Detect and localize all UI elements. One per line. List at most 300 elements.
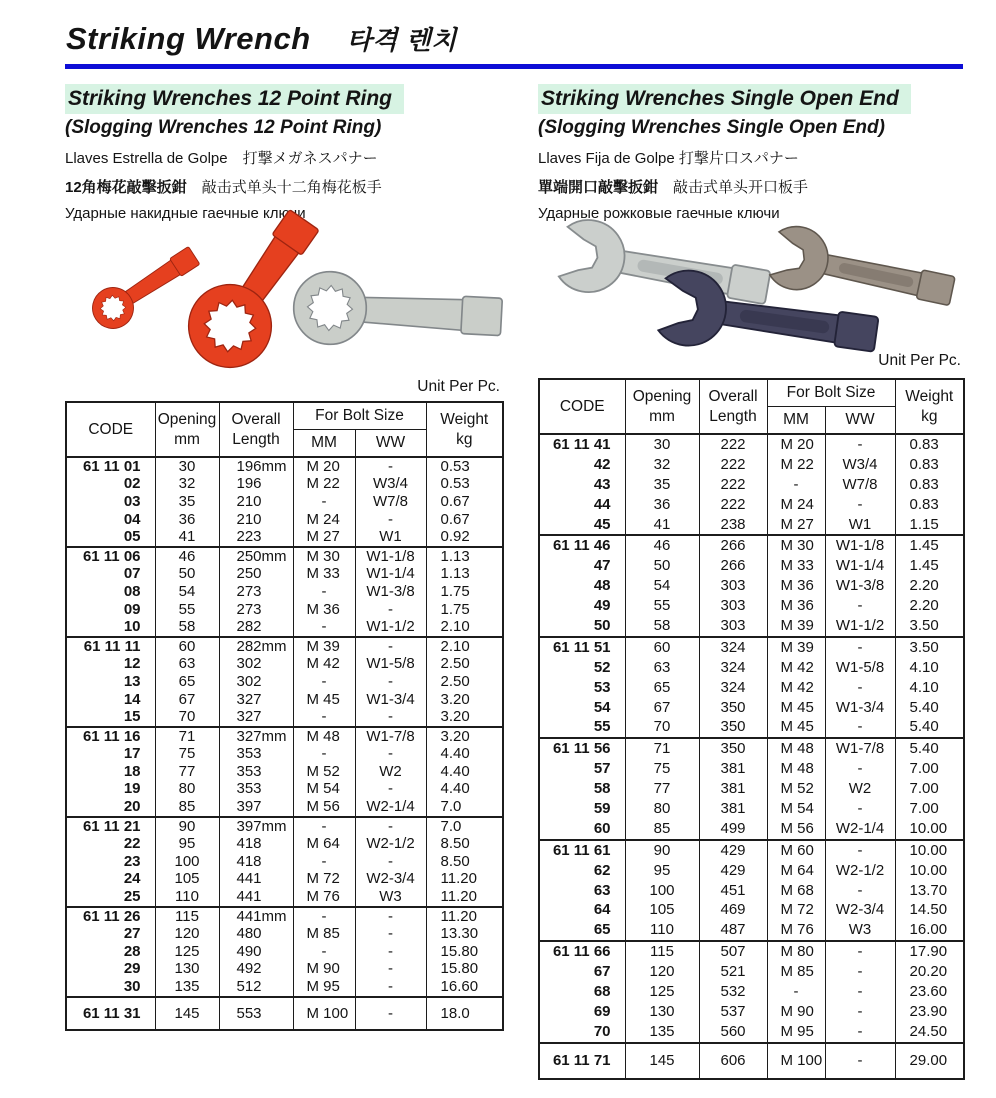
table-cell: 20.20 [895, 962, 964, 982]
table-cell: 4.40 [426, 746, 503, 764]
table-cell: W3 [355, 888, 426, 907]
table-cell: 238 [699, 515, 767, 536]
table-cell: M 42 [767, 658, 825, 678]
table-row [539, 799, 964, 819]
table-cell: - [355, 511, 426, 529]
table-group [539, 637, 964, 738]
table-cell: 512 [219, 978, 293, 997]
russian-line: Ударные накидные гаечные ключи [65, 205, 306, 222]
table-cell: 36 [155, 511, 219, 529]
table-cell: W1-3/8 [355, 583, 426, 601]
table-cell: 16.00 [895, 920, 964, 941]
table-cell: 135 [155, 978, 219, 997]
unit-per-pc-label: Unit Per Pc. [878, 352, 961, 369]
table-cell: 223 [219, 528, 293, 547]
table-cell: 4.10 [895, 658, 964, 678]
table-cell: 324 [699, 658, 767, 678]
table-row [66, 637, 503, 656]
table-cell: W3/4 [355, 476, 426, 494]
table-cell: 19 [66, 781, 155, 799]
table-cell: 100 [155, 853, 219, 871]
header-ww: WW [355, 430, 426, 458]
table-cell: 11.20 [426, 871, 503, 889]
table-header [66, 402, 503, 457]
table-row [66, 978, 503, 997]
table-cell: 69 [539, 1002, 625, 1022]
table-cell: W1 [825, 515, 895, 536]
table-cell: 61 11 26 [66, 907, 155, 926]
table-cell: 55 [539, 717, 625, 738]
table-row [66, 763, 503, 781]
table-cell: 327 [219, 708, 293, 727]
table-cell: 429 [699, 861, 767, 881]
table-cell: - [825, 434, 895, 455]
table-cell: M 30 [293, 547, 355, 566]
table-cell: 28 [66, 943, 155, 961]
header-bolt-size: For Bolt Size [767, 379, 895, 407]
table-cell: 61 11 21 [66, 817, 155, 836]
table-cell: - [293, 493, 355, 511]
table-cell: 60 [625, 637, 699, 658]
table-row [66, 457, 503, 476]
table-cell: M 24 [767, 495, 825, 515]
table-row [66, 798, 503, 817]
table-cell: W1-5/8 [825, 658, 895, 678]
table-cell: M 33 [767, 556, 825, 576]
table-cell: 350 [699, 738, 767, 759]
table-cell: W1-1/2 [825, 616, 895, 637]
table-cell: 60 [539, 819, 625, 840]
table-cell: 32 [155, 476, 219, 494]
table-cell: W2-1/4 [825, 819, 895, 840]
table-cell: 85 [155, 798, 219, 817]
table-cell: 03 [66, 493, 155, 511]
spanish-japanese-line: Llaves Fija de Golpe 打撃片口スパナー [538, 150, 799, 167]
table-row [66, 547, 503, 566]
table-cell: 50 [155, 566, 219, 584]
header-mm: MM [293, 430, 355, 458]
table-cell: 130 [155, 961, 219, 979]
header-overall-length: Overall Length [699, 379, 767, 434]
table-row [539, 738, 964, 759]
table-cell: 60 [155, 637, 219, 656]
table-cell: W1-7/8 [825, 738, 895, 759]
table-cell: 95 [155, 835, 219, 853]
table-cell: M 90 [767, 1002, 825, 1022]
table-cell: - [293, 673, 355, 691]
table-cell: 61 11 56 [539, 738, 625, 759]
table-cell: 80 [625, 799, 699, 819]
table-cell: 350 [699, 698, 767, 718]
table-12-point-ring [65, 401, 504, 1031]
table-cell: 2.10 [426, 618, 503, 637]
table-cell: M 76 [293, 888, 355, 907]
table-cell: 196mm [219, 457, 293, 476]
table-cell: 303 [699, 576, 767, 596]
table-cell: 451 [699, 881, 767, 901]
table-cell: 303 [699, 616, 767, 637]
table-cell: 105 [155, 871, 219, 889]
table-cell: 480 [219, 925, 293, 943]
table-cell: 350 [699, 717, 767, 738]
table-cell: 2.50 [426, 673, 503, 691]
table-cell: 115 [155, 907, 219, 926]
table-cell: 8.50 [426, 835, 503, 853]
table-cell: 4.40 [426, 781, 503, 799]
table-row [539, 616, 964, 637]
table-cell: 507 [699, 941, 767, 962]
table-cell: 1.75 [426, 583, 503, 601]
table-cell: 5.40 [895, 717, 964, 738]
table-cell: 100 [625, 881, 699, 901]
table-cell: 61 11 16 [66, 727, 155, 746]
table-cell: - [825, 717, 895, 738]
table-cell: 8.50 [426, 853, 503, 871]
table-cell: 24.50 [895, 1022, 964, 1043]
table-group [539, 434, 964, 535]
table-cell: - [355, 457, 426, 476]
table-cell: 7.0 [426, 817, 503, 836]
table-cell: - [825, 982, 895, 1002]
table-cell: - [355, 961, 426, 979]
table-cell: 7.00 [895, 799, 964, 819]
table-cell: M 48 [767, 738, 825, 759]
table-cell: 0.83 [895, 455, 964, 475]
table-row [539, 556, 964, 576]
table-cell: 63 [539, 881, 625, 901]
table-cell: W1-1/8 [355, 547, 426, 566]
table-cell: 1.13 [426, 566, 503, 584]
table-cell: 75 [625, 759, 699, 779]
table-group [66, 997, 503, 1031]
section-subtitle: (Slogging Wrenches Single Open End) [538, 117, 885, 138]
table-cell: 353 [219, 763, 293, 781]
table-cell: W3/4 [825, 455, 895, 475]
table-cell: 222 [699, 434, 767, 455]
table-cell: 64 [539, 900, 625, 920]
table-row [66, 493, 503, 511]
table-cell: W1-3/4 [825, 698, 895, 718]
table-cell: 135 [625, 1022, 699, 1043]
table-cell: 70 [625, 717, 699, 738]
table-cell: 381 [699, 799, 767, 819]
table-cell: 110 [155, 888, 219, 907]
table-cell: W2-1/4 [355, 798, 426, 817]
table-cell: 441 [219, 888, 293, 907]
table-cell: M 42 [767, 678, 825, 698]
table-cell: 441 [219, 871, 293, 889]
table-cell: 80 [155, 781, 219, 799]
table-cell: 50 [625, 556, 699, 576]
table-cell: 30 [625, 434, 699, 455]
table-cell: W1-3/8 [825, 576, 895, 596]
table-cell: 1.45 [895, 556, 964, 576]
table-cell: 282 [219, 618, 293, 637]
table-cell: 0.92 [426, 528, 503, 547]
table-cell: 13.70 [895, 881, 964, 901]
table-cell: 70 [155, 708, 219, 727]
table-cell: 0.83 [895, 495, 964, 515]
table-cell: M 64 [293, 835, 355, 853]
table-cell: 521 [699, 962, 767, 982]
table-cell: 61 11 01 [66, 457, 155, 476]
table-cell: W1 [355, 528, 426, 547]
table-cell: 30 [66, 978, 155, 997]
table-cell: 54 [625, 576, 699, 596]
table-cell: - [825, 799, 895, 819]
table-cell: M 39 [767, 637, 825, 658]
product-photo-open-end-wrenches [538, 224, 963, 350]
table-cell: M 45 [293, 691, 355, 709]
table-row [66, 601, 503, 619]
header-mm: MM [767, 407, 825, 435]
table-group [539, 941, 964, 1042]
table-cell: 77 [155, 763, 219, 781]
chinese-line [538, 176, 963, 197]
table-cell: 210 [219, 511, 293, 529]
table-cell: 606 [699, 1043, 767, 1079]
table-cell: 553 [219, 997, 293, 1031]
table-cell: - [355, 925, 426, 943]
table-cell: 44 [539, 495, 625, 515]
table-cell: 53 [539, 678, 625, 698]
table-cell: 45 [539, 515, 625, 536]
table-cell: M 22 [293, 476, 355, 494]
table-row [539, 1043, 964, 1079]
table-cell: 353 [219, 746, 293, 764]
table-cell: 145 [625, 1043, 699, 1079]
table-cell: 58 [625, 616, 699, 637]
red-ring-striking-wrench-small [85, 238, 206, 336]
table-cell: 11.20 [426, 907, 503, 926]
table-cell: 61 11 66 [539, 941, 625, 962]
table-cell: W2-1/2 [355, 835, 426, 853]
table-cell: W1-1/8 [825, 535, 895, 556]
header-code: CODE [539, 379, 625, 434]
table-cell: M 36 [767, 596, 825, 616]
table-row [539, 475, 964, 495]
table-cell: W7/8 [825, 475, 895, 495]
table-cell: 1.75 [426, 601, 503, 619]
table-cell: 61 11 31 [66, 997, 155, 1031]
table-row [539, 596, 964, 616]
table-cell: - [355, 781, 426, 799]
table-cell: 381 [699, 779, 767, 799]
table-cell: 418 [219, 835, 293, 853]
table-cell: - [355, 907, 426, 926]
table-cell: 35 [155, 493, 219, 511]
table-cell: 7.00 [895, 779, 964, 799]
table-row [539, 698, 964, 718]
table-cell: 12 [66, 656, 155, 674]
table-cell: 115 [625, 941, 699, 962]
table-cell: 65 [539, 920, 625, 941]
table-cell: 20 [66, 798, 155, 817]
table-cell: 54 [155, 583, 219, 601]
table-cell: 0.53 [426, 476, 503, 494]
table-cell: 61 11 46 [539, 535, 625, 556]
table-row [539, 962, 964, 982]
table-cell: 35 [625, 475, 699, 495]
table-cell: - [825, 962, 895, 982]
table-cell: - [825, 1002, 895, 1022]
table-cell: 10.00 [895, 819, 964, 840]
table-cell: - [825, 941, 895, 962]
table-cell: 130 [625, 1002, 699, 1022]
table-cell: - [825, 637, 895, 658]
table-cell: 46 [155, 547, 219, 566]
table-cell: 41 [155, 528, 219, 547]
table-cell: W1-1/2 [355, 618, 426, 637]
table-cell: 429 [699, 840, 767, 861]
table-cell: 490 [219, 943, 293, 961]
steel-ring-striking-wrench [292, 270, 503, 353]
table-cell: M 64 [767, 861, 825, 881]
table-cell: M 56 [293, 798, 355, 817]
table-cell: 52 [539, 658, 625, 678]
table-cell: - [825, 495, 895, 515]
table-cell: 13.30 [426, 925, 503, 943]
table-cell: M 72 [293, 871, 355, 889]
table-cell: 90 [625, 840, 699, 861]
table-cell: 61 11 51 [539, 637, 625, 658]
table-cell: 250 [219, 566, 293, 584]
table-cell: - [355, 943, 426, 961]
table-cell: 120 [625, 962, 699, 982]
table-cell: M 27 [767, 515, 825, 536]
table-cell: 58 [155, 618, 219, 637]
table-group [539, 535, 964, 636]
chinese-traditional: 12角梅花敲擊扳鉗 [65, 179, 187, 196]
table-cell: - [825, 678, 895, 698]
table-row [66, 511, 503, 529]
table-cell: 222 [699, 495, 767, 515]
table-cell: 441mm [219, 907, 293, 926]
table-cell: 18.0 [426, 997, 503, 1031]
table-cell: M 90 [293, 961, 355, 979]
table-row [66, 727, 503, 746]
table-cell: 250mm [219, 547, 293, 566]
table-cell: 85 [625, 819, 699, 840]
table-header [539, 379, 964, 434]
table-cell: M 80 [767, 941, 825, 962]
table-cell: 120 [155, 925, 219, 943]
table-row [66, 656, 503, 674]
table-cell: 5.40 [895, 738, 964, 759]
table-row [66, 997, 503, 1031]
header-overall-length: Overall Length [219, 402, 293, 457]
table-cell: 22 [66, 835, 155, 853]
table-cell: 5.40 [895, 698, 964, 718]
table-cell: W1-5/8 [355, 656, 426, 674]
table-cell: M 36 [767, 576, 825, 596]
russian-line: Ударные рожковые гаечные ключи [538, 205, 780, 222]
table-cell: - [293, 817, 355, 836]
table-cell: - [825, 881, 895, 901]
table-cell: W2-1/2 [825, 861, 895, 881]
table-row [539, 576, 964, 596]
table-cell: 02 [66, 476, 155, 494]
page-title-korean: 타격 렌치 [346, 25, 457, 55]
table-row [66, 888, 503, 907]
table-row [66, 566, 503, 584]
table-cell: 7.0 [426, 798, 503, 817]
table-cell: 15.80 [426, 943, 503, 961]
table-cell: - [355, 817, 426, 836]
table-cell: M 85 [293, 925, 355, 943]
table-cell: - [825, 840, 895, 861]
table-cell: 71 [625, 738, 699, 759]
table-cell: W1-3/4 [355, 691, 426, 709]
table-cell: M 20 [293, 457, 355, 476]
table-cell: M 45 [767, 698, 825, 718]
table-cell: 324 [699, 637, 767, 658]
page-title-en: Striking Wrench [66, 21, 311, 56]
table-cell: M 27 [293, 528, 355, 547]
table-cell: 47 [539, 556, 625, 576]
table-cell: M 39 [293, 637, 355, 656]
header-weight: Weight kg [895, 379, 964, 434]
table-cell: 49 [539, 596, 625, 616]
table-cell: 32 [625, 455, 699, 475]
table-cell: 2.50 [426, 656, 503, 674]
table-cell: 15 [66, 708, 155, 727]
section-single-open-end [538, 84, 963, 1080]
table-cell: 353 [219, 781, 293, 799]
table-row [539, 779, 964, 799]
table-cell: 17.90 [895, 941, 964, 962]
table-row [539, 658, 964, 678]
table-cell: M 54 [293, 781, 355, 799]
table-cell: 110 [625, 920, 699, 941]
table-cell: 3.20 [426, 691, 503, 709]
table-cell: M 100 [293, 997, 355, 1031]
table-cell: 09 [66, 601, 155, 619]
table-cell: 10.00 [895, 840, 964, 861]
table-cell: - [293, 618, 355, 637]
table-cell: M 52 [293, 763, 355, 781]
table-cell: W3 [825, 920, 895, 941]
table-cell: 18 [66, 763, 155, 781]
table-cell: W7/8 [355, 493, 426, 511]
table-group [66, 457, 503, 547]
table-cell: M 33 [293, 566, 355, 584]
table-cell: M 36 [293, 601, 355, 619]
table-cell: M 95 [293, 978, 355, 997]
table-cell: 303 [699, 596, 767, 616]
table-cell: M 30 [767, 535, 825, 556]
chinese-simplified: 敲击式单头开口板手 [673, 179, 809, 196]
table-cell: 62 [539, 861, 625, 881]
table-cell: 196 [219, 476, 293, 494]
table-cell: 59 [539, 799, 625, 819]
table-cell: 0.83 [895, 475, 964, 495]
table-cell: 532 [699, 982, 767, 1002]
table-cell: M 52 [767, 779, 825, 799]
table-cell: - [825, 759, 895, 779]
table-cell: - [355, 601, 426, 619]
table-cell: W1-7/8 [355, 727, 426, 746]
table-cell: 23.60 [895, 982, 964, 1002]
table-cell: 327mm [219, 727, 293, 746]
table-cell: M 39 [767, 616, 825, 637]
table-group [539, 738, 964, 839]
table-cell: M 100 [767, 1043, 825, 1079]
table-cell: - [293, 583, 355, 601]
table-cell: M 45 [767, 717, 825, 738]
table-group [66, 637, 503, 727]
table-cell: 14.50 [895, 900, 964, 920]
